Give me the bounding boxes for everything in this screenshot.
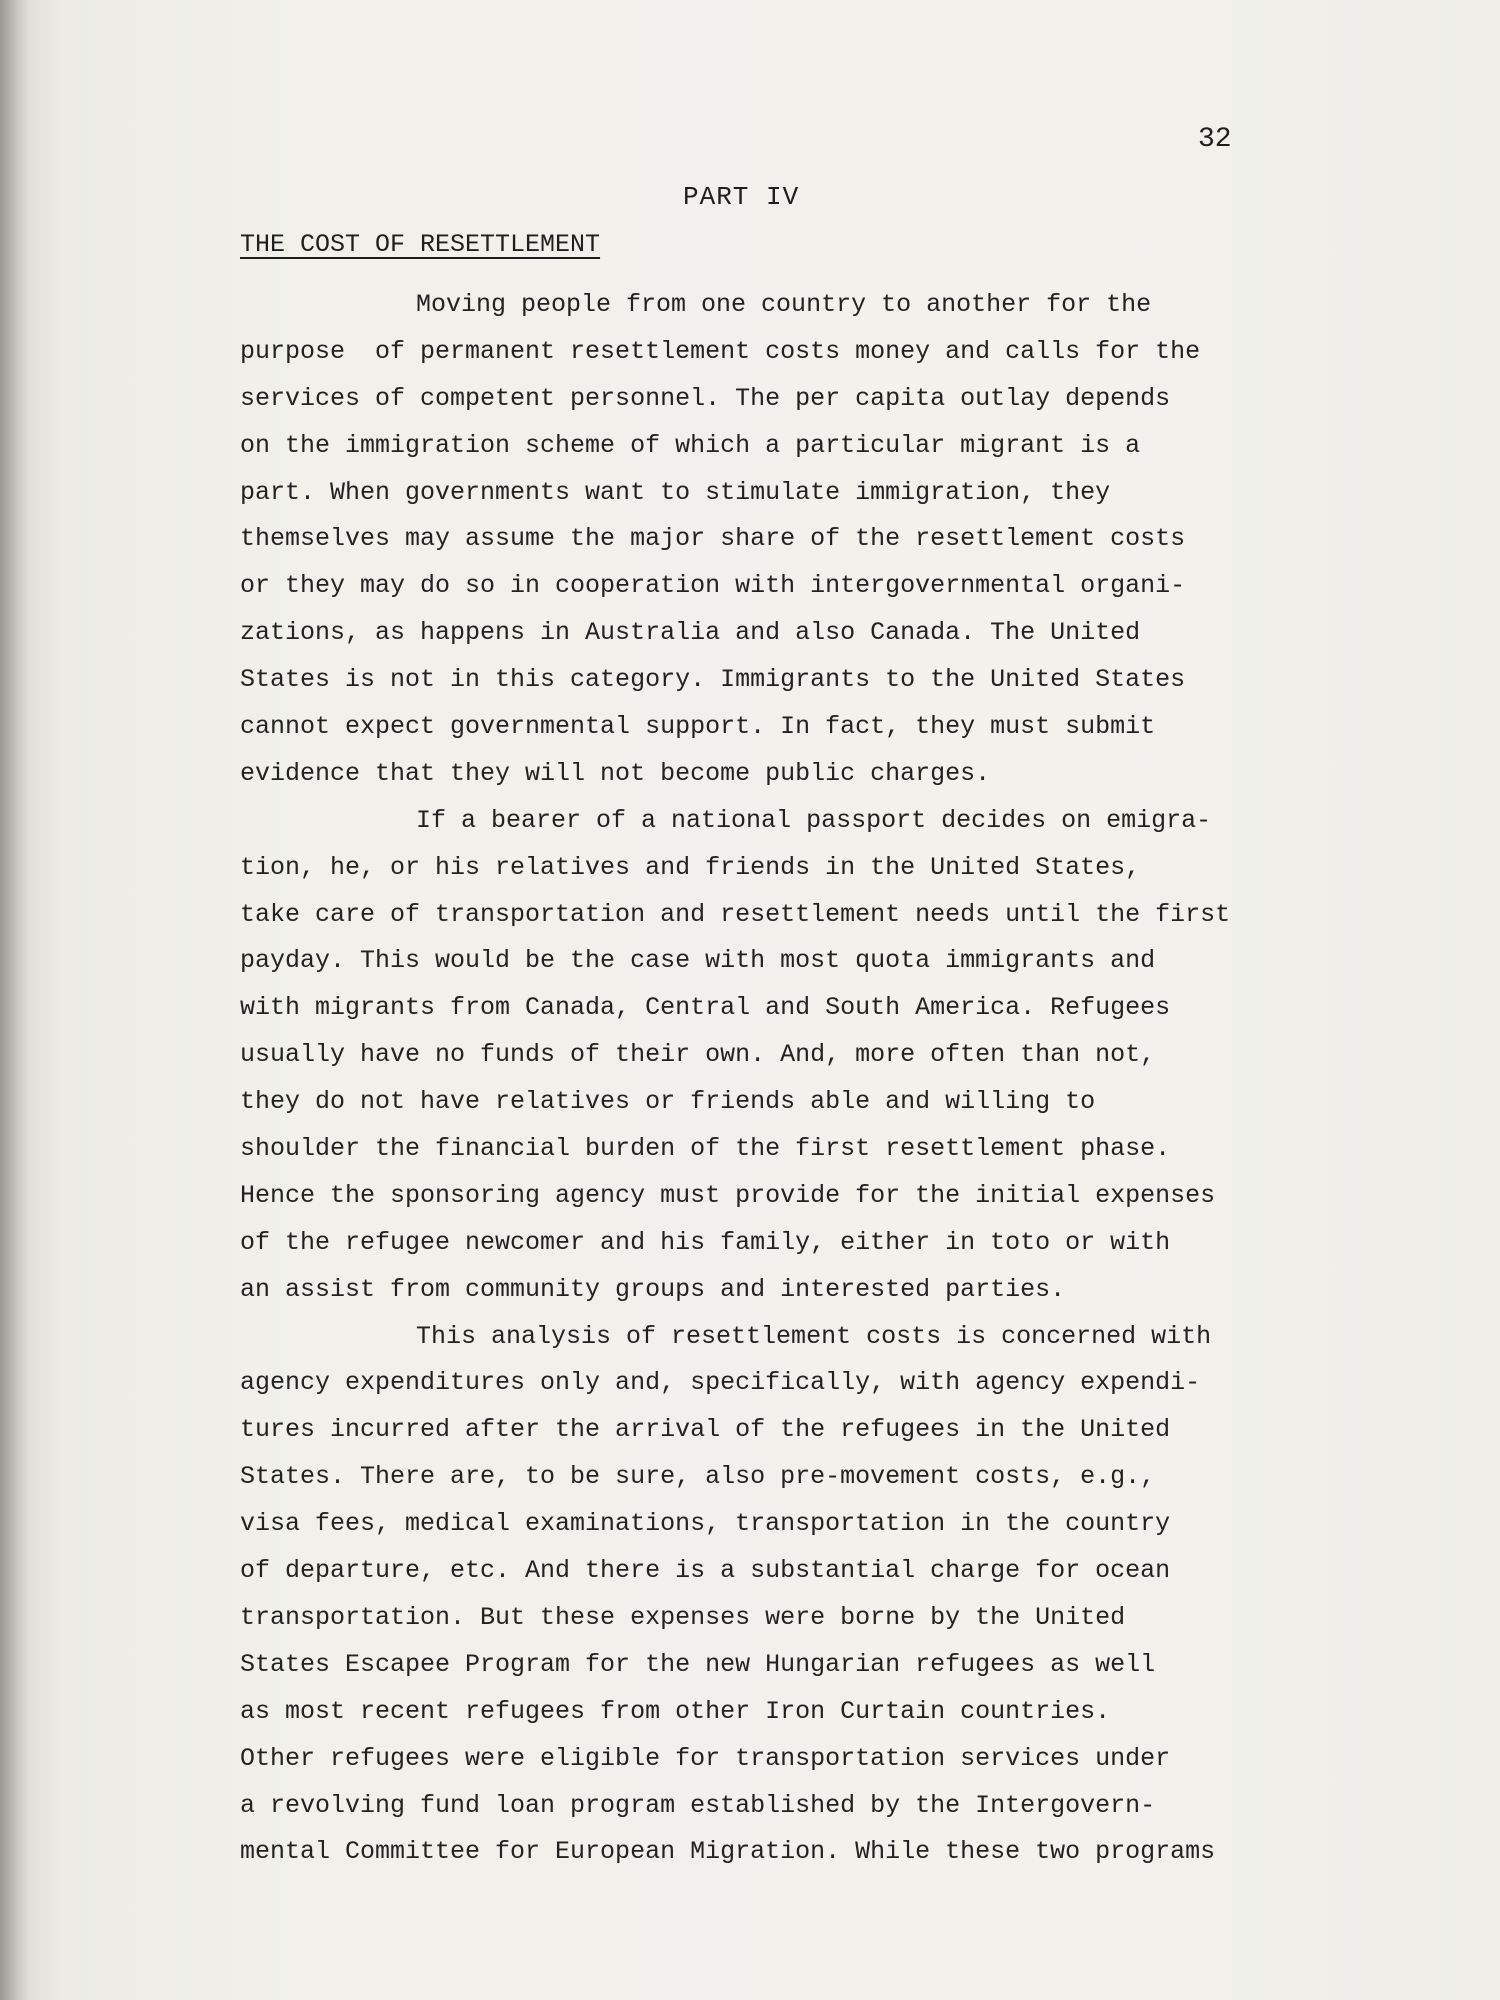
text-line: Hence the sponsoring agency must provide for the initial expenses: [240, 1180, 1216, 1210]
text-line: purpose of permanent resettlement costs money and calls for the: [240, 336, 1201, 366]
text-line: evidence that they will not become public charges.: [240, 758, 991, 788]
body-text: [240, 282, 1360, 1876]
text-line: agency expenditures only and, specifically, with agency expendi-: [240, 1368, 1201, 1398]
text-line: usually have no funds of their own. And, more often than not,: [240, 1040, 1156, 1070]
text-line: tures incurred after the arrival of the refugees in the United: [240, 1415, 1171, 1445]
text-line: take care of transportation and resettlement needs until the first: [240, 899, 1231, 929]
text-line: transportation. But these expenses were borne by the United: [240, 1602, 1126, 1632]
page-number: 32: [1198, 124, 1232, 155]
text-line: If a bearer of a national passport decides on emigra-: [416, 805, 1212, 835]
text-line: Moving people from one country to another for the: [416, 290, 1152, 319]
text-line: payday. This would be the case with most quota immigrants and: [240, 946, 1156, 976]
text-line: shoulder the financial burden of the first resettlement phase.: [240, 1134, 1171, 1164]
text-line: visa fees, medical examinations, transportation in the country: [240, 1509, 1171, 1539]
text-line: of departure, etc. And there is a substantial charge for ocean: [240, 1556, 1171, 1586]
binding-shadow: [0, 0, 30, 2000]
text-line: States is not in this category. Immigrants to the United States: [240, 665, 1186, 695]
text-line: a revolving fund loan program established by the Intergovern-: [240, 1790, 1156, 1820]
text-line: part. When governments want to stimulate immigration, they: [240, 477, 1111, 507]
text-line: on the immigration scheme of which a particular migrant is a: [240, 430, 1141, 460]
text-line: mental Committee for European Migration. While these two programs: [240, 1837, 1216, 1867]
text-line: as most recent refugees from other Iron Curtain countries.: [240, 1696, 1111, 1726]
text-line: they do not have relatives or friends able and willing to: [240, 1087, 1096, 1117]
text-line: cannot expect governmental support. In fact, they must submit: [240, 712, 1156, 742]
text-line: services of competent personnel. The per capita outlay depends: [240, 383, 1171, 413]
text-line: with migrants from Canada, Central and South America. Refugees: [240, 993, 1171, 1023]
text-line: States Escapee Program for the new Hungarian refugees as well: [240, 1649, 1156, 1679]
text-line: This analysis of resettlement costs is concerned with: [416, 1321, 1212, 1351]
section-title: THE COST OF RESETTLEMENT: [240, 230, 601, 259]
text-line: themselves may assume the major share of the resettlement costs: [240, 524, 1186, 554]
part-heading: PART IV: [683, 182, 800, 212]
text-line: an assist from community groups and interested parties.: [240, 1274, 1066, 1304]
text-line: zations, as happens in Australia and also Canada. The United: [240, 618, 1141, 648]
text-line: or they may do so in cooperation with intergovernmental organi-: [240, 571, 1186, 601]
text-line: tion, he, or his relatives and friends in the United States,: [240, 852, 1141, 882]
text-line: of the refugee newcomer and his family, either in toto or with: [240, 1227, 1171, 1257]
text-line: Other refugees were eligible for transportation services under: [240, 1743, 1171, 1773]
text-line: States. There are, to be sure, also pre-movement costs, e.g.,: [240, 1462, 1156, 1492]
